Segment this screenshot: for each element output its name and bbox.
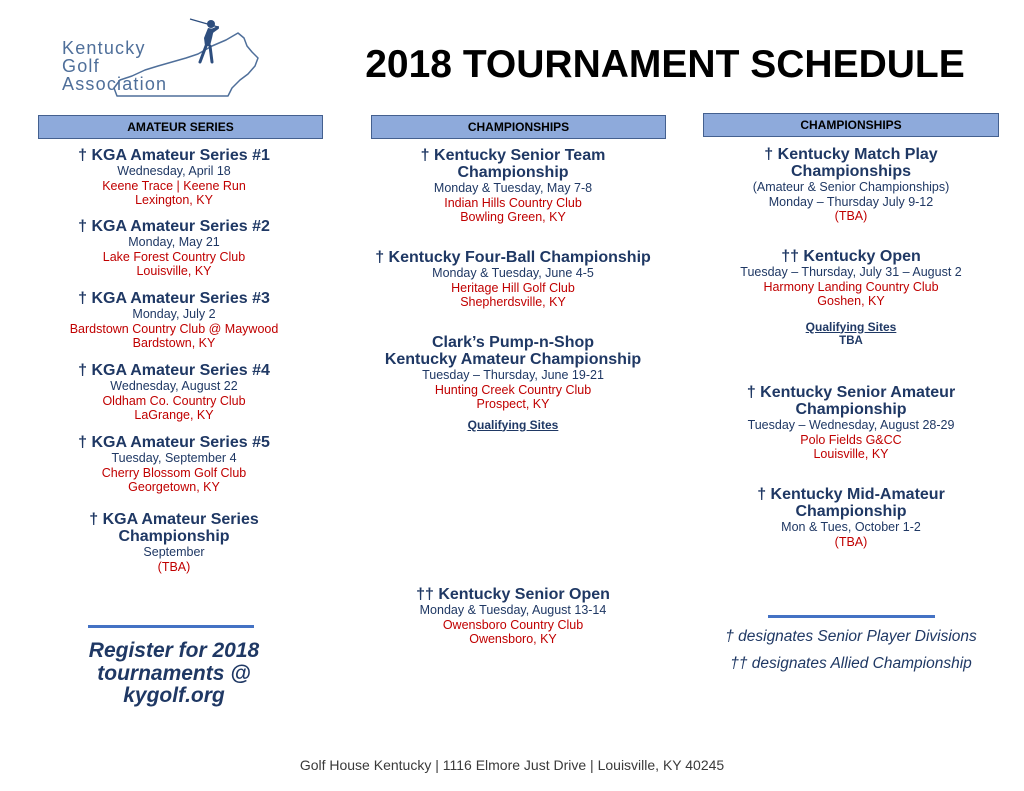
event-kentucky-open: [696, 248, 1006, 349]
event-city: Goshen, KY: [817, 294, 885, 308]
event-kentucky-mid-amateur-championship: [696, 486, 1006, 549]
event-date: Monday, May 21: [128, 235, 220, 249]
event-venue: Harmony Landing Country Club: [763, 279, 939, 294]
event-title-line-2: Championship: [118, 528, 230, 545]
event-city: Bardstown, KY: [132, 336, 216, 350]
event-kentucky-senior-team-championship: [358, 147, 668, 225]
logo-line-association: Association: [62, 74, 168, 94]
event-kga-amateur-series-3: [19, 290, 329, 351]
event-title-line-2: Championship: [795, 401, 907, 418]
event-city: Bowling Green, KY: [460, 210, 566, 224]
event-date: Wednesday, April 18: [117, 164, 231, 178]
event-city: Louisville, KY: [813, 447, 889, 461]
event-title: † Kentucky Match Play: [764, 146, 938, 163]
event-venue: Cherry Blossom Golf Club: [101, 465, 247, 480]
qualifying-sites-detail: TBA: [839, 335, 863, 347]
legend-senior-divisions: † designates Senior Player Divisions: [725, 627, 977, 645]
event-date: Wednesday, August 22: [110, 379, 238, 393]
page-title: 2018 TOURNAMENT SCHEDULE: [365, 43, 965, 86]
event-title: † KGA Amateur Series #3: [78, 290, 270, 307]
event-city: Prospect, KY: [476, 397, 550, 411]
event-venue: Owensboro Country Club: [442, 617, 584, 632]
event-venue: Indian Hills Country Club: [444, 195, 582, 210]
event-title-line-2: Championship: [795, 503, 907, 520]
column-header-championships-2: CHAMPIONSHIPS: [703, 113, 999, 137]
event-venue: (TBA): [834, 209, 868, 223]
event-date: Mon & Tues, October 1-2: [781, 520, 921, 534]
event-city: Owensboro, KY: [469, 632, 557, 646]
event-date: Monday & Tuesday, May 7-8: [433, 181, 593, 195]
legend: [696, 623, 1006, 677]
register-line-1: Register for 2018: [88, 639, 260, 662]
event-venue: Bardstown Country Club @ Maywood: [69, 321, 279, 336]
event-title: † KGA Amateur Series #5: [78, 434, 270, 451]
event-date: Monday & Tuesday, August 13-14: [419, 603, 607, 617]
event-title: † Kentucky Senior Team: [420, 147, 606, 164]
divider-rule-left: [88, 625, 254, 628]
event-title: †† Kentucky Open: [781, 248, 921, 265]
column-header-championships-1: CHAMPIONSHIPS: [371, 115, 666, 139]
event-title: † Kentucky Senior Amateur: [746, 384, 956, 401]
event-kentucky-senior-open: [358, 586, 668, 647]
event-title-line-2: Championships: [790, 163, 911, 180]
event-title: † Kentucky Four-Ball Championship: [375, 249, 651, 266]
register-callout: [19, 640, 329, 708]
qualifying-sites-link[interactable]: Qualifying Sites: [805, 319, 897, 334]
event-title: † KGA Amateur Series #1: [78, 147, 270, 164]
event-venue: Oldham Co. Country Club: [102, 393, 246, 408]
event-city: LaGrange, KY: [134, 408, 214, 422]
event-date: Monday, July 2: [132, 307, 216, 321]
event-venue: (TBA): [157, 559, 191, 574]
event-kga-amateur-series-4: [19, 362, 329, 423]
event-kentucky-match-play-championships: [696, 146, 1006, 224]
event-city: Lexington, KY: [135, 193, 213, 207]
event-kentucky-four-ball-championship: [358, 249, 668, 310]
column-header-amateur-series: AMATEUR SERIES: [38, 115, 323, 139]
event-date: Tuesday, September 4: [111, 451, 237, 465]
event-kga-amateur-series-5: [19, 434, 329, 495]
qualifying-sites-link[interactable]: Qualifying Sites: [467, 417, 559, 432]
event-city: Shepherdsville, KY: [460, 295, 566, 309]
logo-line-golf: Golf: [62, 56, 100, 76]
event-note: (Amateur & Senior Championships): [752, 180, 950, 194]
event-date: Tuesday – Thursday, June 19-21: [422, 368, 604, 382]
event-venue: Hunting Creek Country Club: [434, 382, 592, 397]
event-date: Tuesday – Wednesday, August 28-29: [747, 418, 955, 432]
event-venue: Lake Forest Country Club: [102, 249, 246, 264]
event-city: Georgetown, KY: [128, 480, 220, 494]
event-title-line-2: Kentucky Amateur Championship: [384, 351, 642, 368]
event-city: Louisville, KY: [136, 264, 212, 278]
event-title: † KGA Amateur Series #2: [78, 218, 270, 235]
event-kentucky-senior-amateur-championship: [696, 384, 1006, 462]
event-date: Tuesday – Thursday, July 31 – August 2: [740, 265, 962, 279]
event-date: Monday – Thursday July 9-12: [768, 194, 934, 209]
event-kga-amateur-series-2: [19, 218, 329, 279]
event-title: † KGA Amateur Series: [89, 511, 259, 528]
register-line-2: tournaments @: [97, 661, 251, 685]
event-kentucky-amateur-championship: [358, 334, 668, 432]
event-date: Monday & Tuesday, June 4-5: [432, 266, 594, 280]
event-title: † KGA Amateur Series #4: [78, 362, 270, 379]
event-date: September: [143, 545, 205, 559]
logo-wordmark: [62, 39, 167, 93]
logo-line-kentucky: Kentucky: [62, 38, 146, 58]
event-venue: Polo Fields G&CC: [800, 432, 902, 447]
event-kga-amateur-series-1: [19, 147, 329, 208]
event-title-line-2: Championship: [457, 164, 569, 181]
register-website: kygolf.org: [123, 684, 225, 707]
event-venue: Heritage Hill Golf Club: [451, 280, 575, 295]
legend-allied-championship: †† designates Allied Championship: [730, 654, 972, 672]
event-title: Clark’s Pump-n-Shop: [431, 334, 595, 351]
event-venue: (TBA): [834, 534, 868, 549]
event-title: † Kentucky Mid-Amateur: [757, 486, 945, 503]
event-venue: Keene Trace | Keene Run: [102, 178, 246, 193]
event-kga-amateur-series-championship: [19, 511, 329, 574]
footer-address: Golf House Kentucky | 1116 Elmore Just Drive | Louisville, KY 40245: [299, 757, 725, 773]
divider-rule-right: [768, 615, 935, 618]
event-title: †† Kentucky Senior Open: [416, 586, 610, 603]
